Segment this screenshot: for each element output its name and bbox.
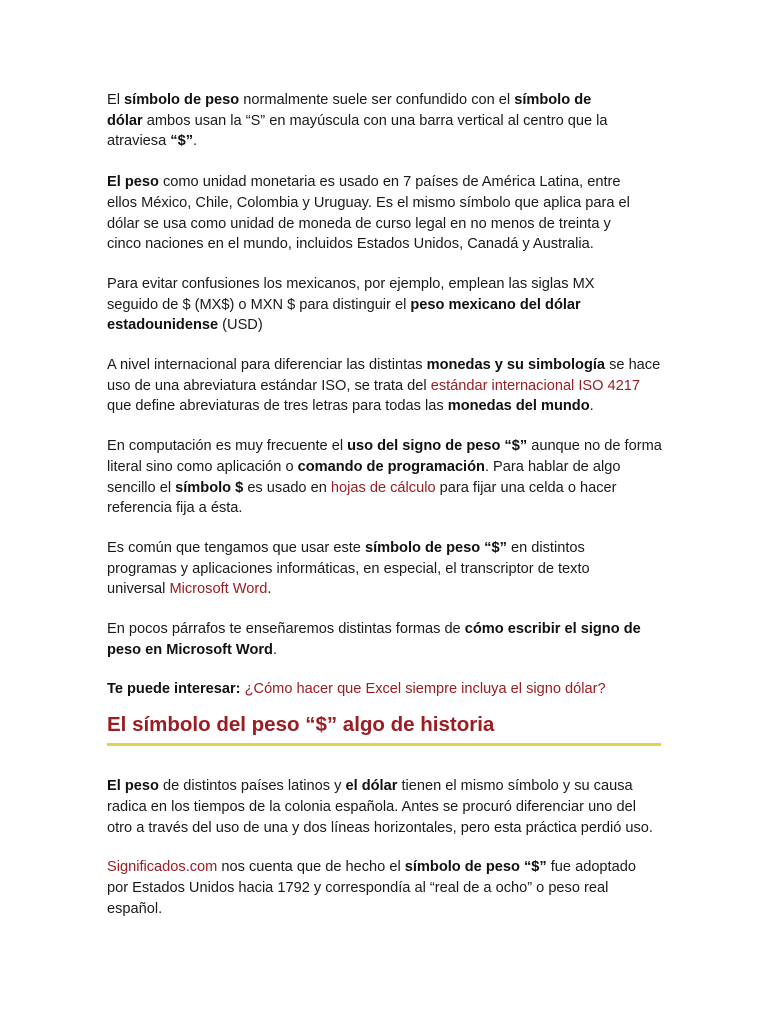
text: Para evitar confusiones los mexicanos, por ejemplo, emplean las siglas MX seguido de $ (MX$) o MXN $ para distinguir el [107,275,595,313]
bold-text: cómo escribir el signo de peso en Microsoft Word [107,621,641,658]
bold-text: comando de programación [297,458,485,475]
iso-4217-link[interactable]: estándar internacional ISO 4217 [430,377,641,394]
bold-text: símbolo de [514,92,592,108]
paragraph-history [107,776,659,838]
paragraph-mexico [107,274,617,336]
bold-text: símbolo de peso “$” [364,539,507,556]
paragraph-word [107,538,627,600]
text: En pocos párrafos te enseñaremos distintas formas de [107,621,465,638]
paragraph-computing [107,436,663,519]
text: aunque no de forma literal sino como aplicación o [107,438,662,475]
text: se hace uso de una abreviatura estándar ISO, se trata del [107,357,661,394]
text: . [267,581,272,598]
text: . Para hablar de algo sencillo el [107,458,621,496]
text: . [272,641,278,658]
text: . [193,133,198,150]
paragraph-preview [107,619,663,660]
text: (USD) [218,317,263,334]
paragraph-significados [107,857,652,919]
text: tienen el mismo símbolo y su causa radica en los tiempos de la colonia española. Antes se procuró diferenciar uno del otro a través del uso de una y dos líneas horizontales, pero esta práctica perdió uso. [107,778,653,836]
text: de distintos países latinos y [158,778,346,795]
excel-dollar-link[interactable]: ¿Cómo hacer que Excel siempre incluya el signo dólar? [244,681,606,698]
related-label: Te puede interesar: [107,681,241,698]
text: normalmente suele ser confundido con el [239,92,515,108]
article-body [107,90,667,938]
bold-text: símbolo $ [175,479,244,496]
paragraph-related [107,679,667,700]
text: que define abreviaturas de tres letras para todas las [107,398,448,415]
bold-text: dólar [107,112,143,129]
bold-text: símbolo de peso [124,92,240,108]
bold-text: monedas del mundo [447,398,590,415]
text: En computación es muy frecuente el [107,438,348,455]
text: Es común que tengamos que usar este [107,539,365,556]
text: es usado en [243,479,331,496]
text: atraviesa [107,133,171,150]
paragraph-iso [107,355,663,417]
text: para fijar una celda o hacer referencia fija a ésta. [107,479,617,517]
text: A nivel internacional para diferenciar las distintas [107,357,427,374]
bold-text: peso mexicano del dólar estadounidense [107,296,581,334]
bold-text: símbolo de peso “$” [404,859,547,876]
significados-link[interactable]: Significados.com [107,859,218,876]
text: . [589,398,594,415]
text: en distintos programas y aplicaciones informáticas, en especial, el transcriptor de texto universal [107,539,590,598]
bold-text: “$” [170,133,193,150]
paragraph-intro [107,90,667,152]
text: El [107,92,125,108]
bold-text: uso del signo de peso “$” [347,438,528,455]
text: ambos usan la “S” en mayúscula con una barra vertical al centro que la [142,112,608,129]
microsoft-word-link[interactable]: Microsoft Word [169,581,268,598]
bold-text: el dólar [345,778,398,795]
text: fue adoptado por Estados Unidos hacia 1792 y correspondía al “real de a ocho” o peso real español. [107,859,636,917]
section-heading-wrap [107,712,667,746]
text: nos cuenta que de hecho el [217,859,405,876]
section-heading: El símbolo del peso “$” algo de historia [107,712,661,746]
bold-text: monedas y su simbología [426,357,606,374]
spreadsheets-link[interactable]: hojas de cálculo [330,479,436,496]
bold-text: El peso [107,174,159,191]
text: como unidad monetaria es usado en 7 países de América Latina, entre ellos México, Chile, Colombia y Uruguay. Es el mismo símbolo que aplica para el dólar se usa como unidad de moneda de curso legal en no menos de treinta y cinco naciones en el mundo, incluidos Estados Unidos, Canadá y Australia. [107,174,630,253]
paragraph-peso-usage [107,172,635,255]
bold-text: El peso [107,778,159,795]
